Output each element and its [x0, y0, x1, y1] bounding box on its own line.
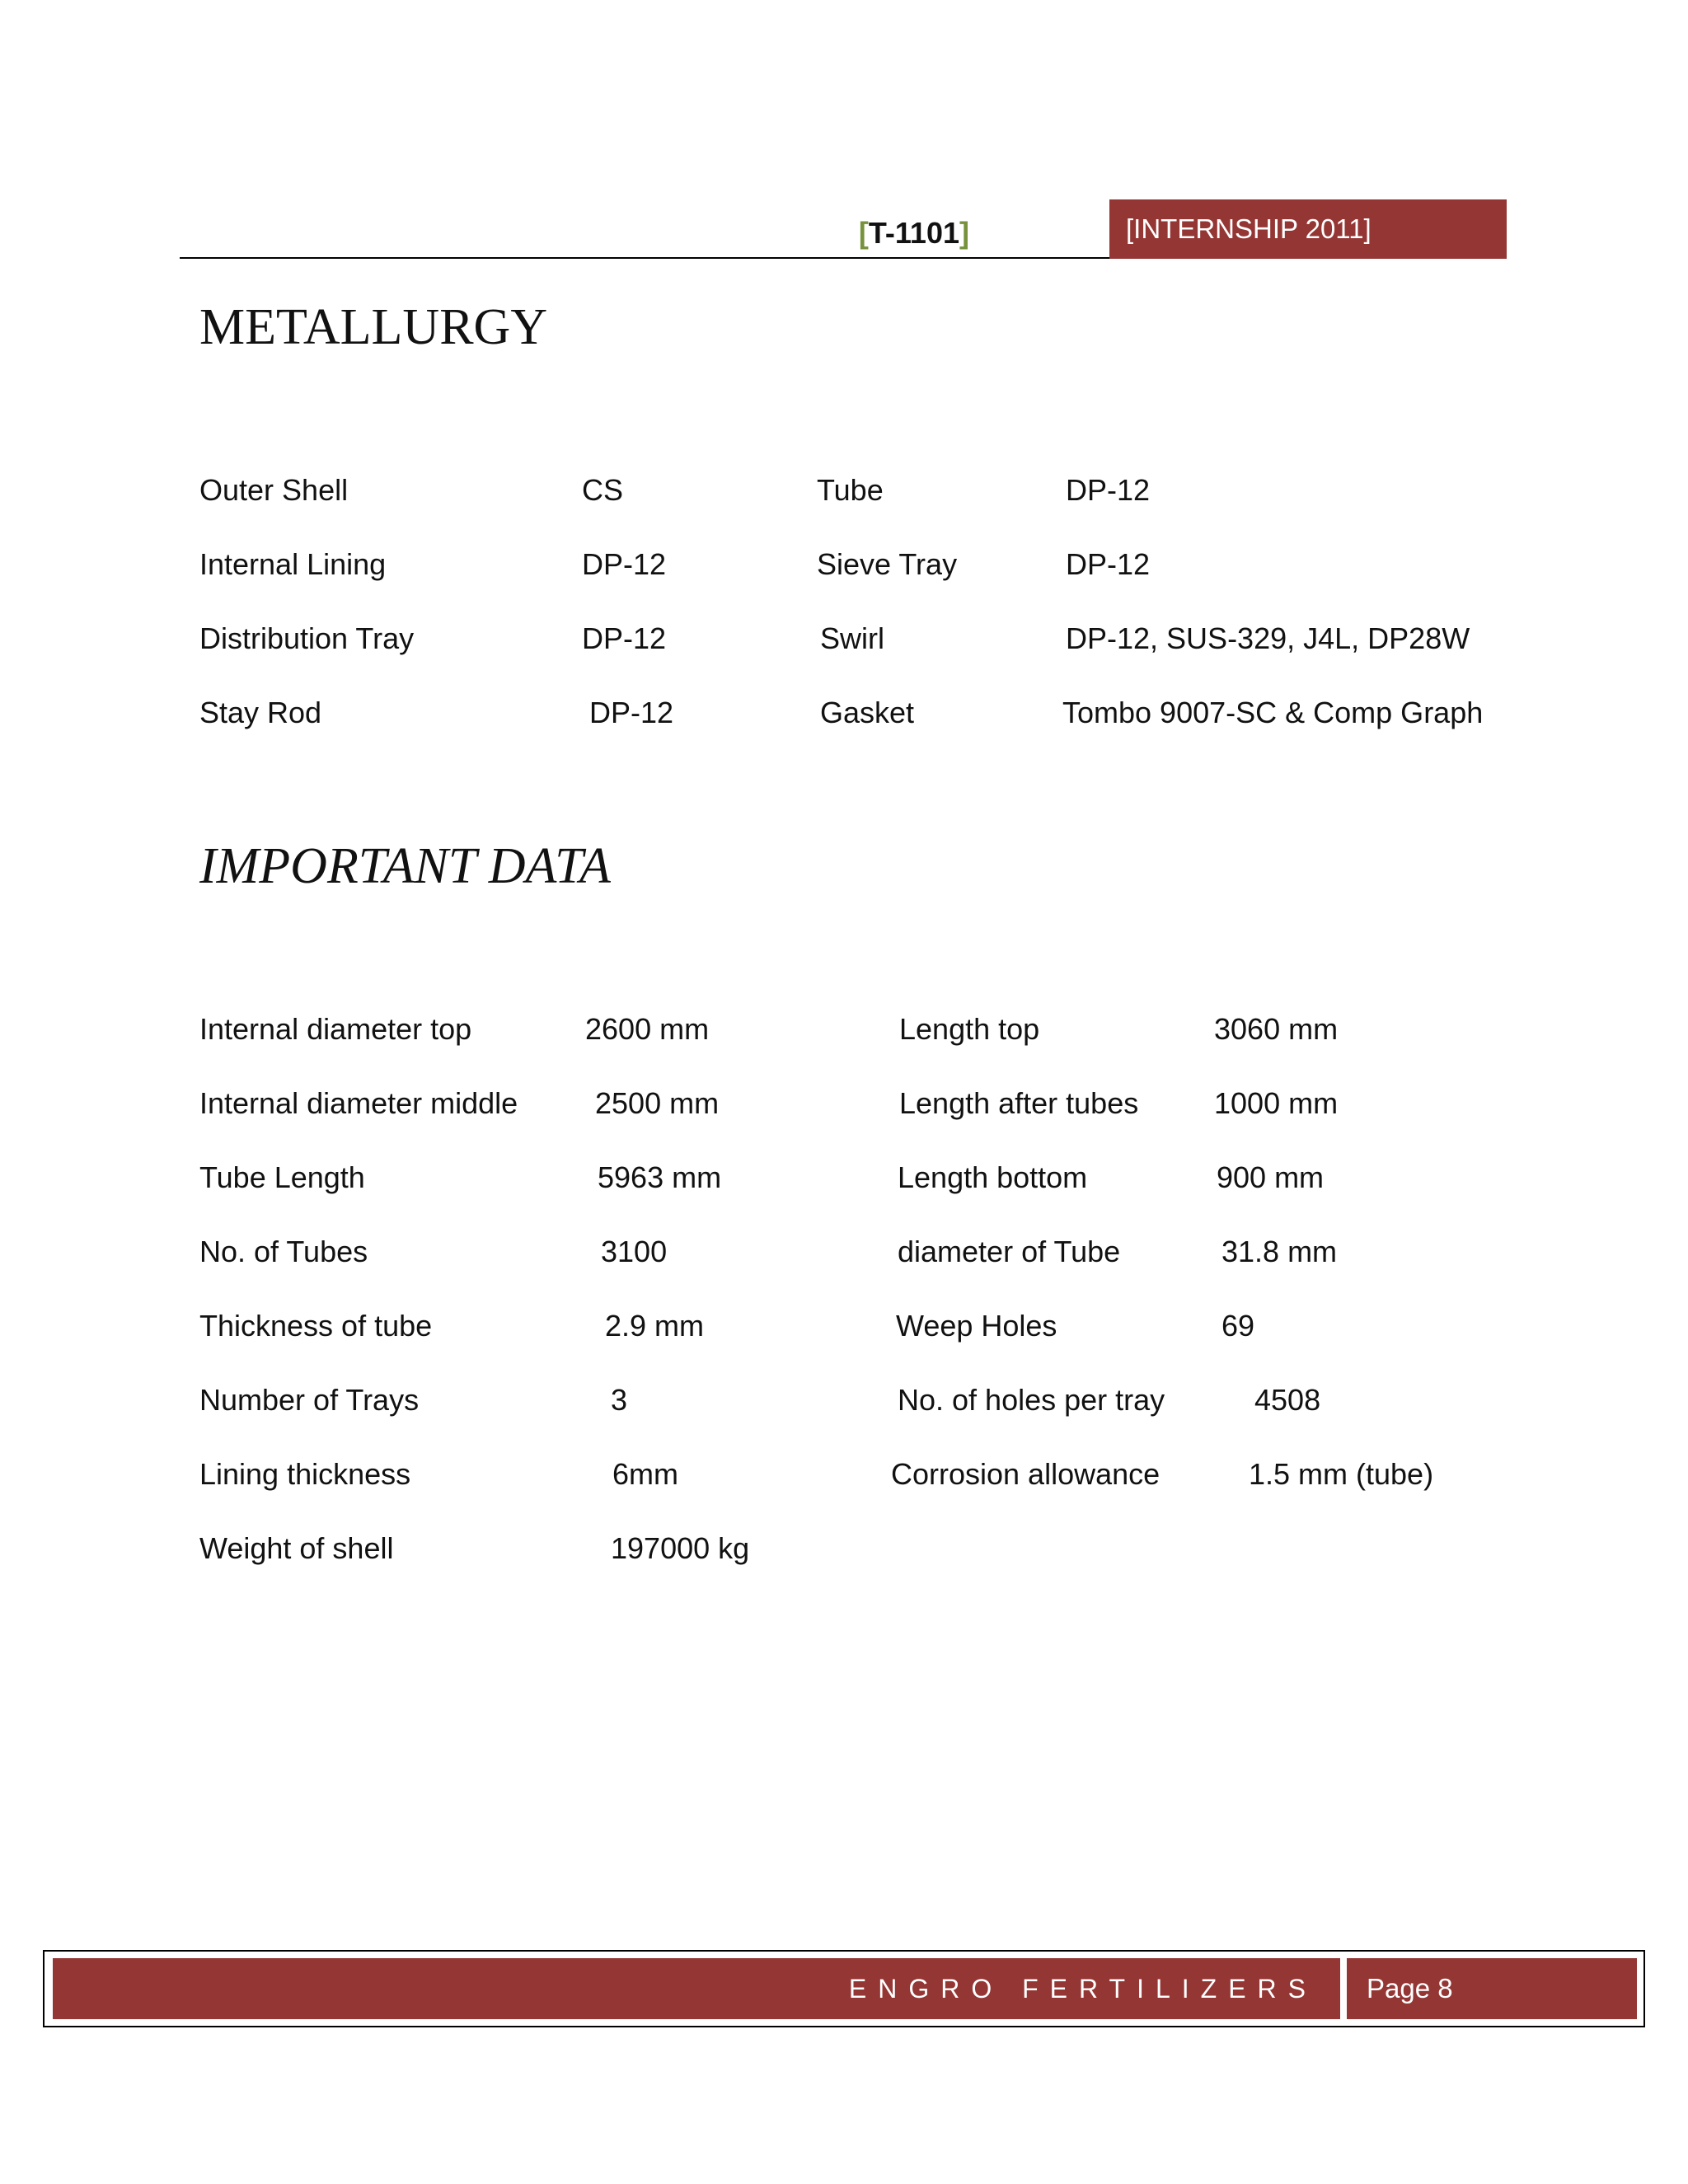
metallurgy-label: Internal Lining — [199, 547, 387, 581]
data-label: Corrosion allowance — [891, 1457, 1160, 1491]
data-value: 5963 mm — [598, 1160, 722, 1194]
data-value: 69 — [1221, 1309, 1255, 1343]
header-tag: [INTERNSHIP 2011] — [1109, 199, 1507, 259]
data-value: 197000 kg — [611, 1531, 750, 1565]
data-label: Weep Holes — [896, 1309, 1057, 1343]
data-label: Thickness of tube — [199, 1309, 433, 1343]
data-label: diameter of Tube — [898, 1235, 1121, 1268]
important-data-heading: IMPORTANT DATA — [199, 838, 611, 894]
metallurgy-label: Distribution Tray — [199, 621, 415, 655]
data-value: 3 — [611, 1383, 628, 1417]
metallurgy-label: Tube — [817, 473, 884, 507]
data-value: 6mm — [612, 1457, 678, 1491]
bracket-open: [ — [858, 216, 869, 250]
metallurgy-value: CS — [582, 473, 624, 507]
data-value: 3100 — [601, 1235, 668, 1268]
data-value: 4508 — [1254, 1383, 1321, 1417]
data-value: 1000 mm — [1214, 1086, 1339, 1120]
data-label: Internal diameter middle — [199, 1086, 518, 1120]
metallurgy-label: Outer Shell — [199, 473, 349, 507]
metallurgy-heading: METALLURGY — [199, 299, 548, 355]
data-label: Length top — [899, 1012, 1040, 1046]
data-value: 2.9 mm — [605, 1309, 705, 1343]
metallurgy-value: DP-12 — [1066, 473, 1151, 507]
metallurgy-value: DP-12 — [582, 621, 667, 655]
data-value: 2500 mm — [595, 1086, 720, 1120]
data-value: 2600 mm — [585, 1012, 710, 1046]
metallurgy-value: DP-12 — [1066, 547, 1151, 581]
document-code-text: T-1101 — [868, 216, 959, 250]
data-label: Internal diameter top — [199, 1012, 472, 1046]
data-label: Tube Length — [199, 1160, 365, 1194]
metallurgy-label: Gasket — [820, 696, 915, 729]
data-label: No. of holes per tray — [898, 1383, 1165, 1417]
footer-company: ENGRO FERTILIZERS — [53, 1958, 1340, 2019]
data-value: 900 mm — [1217, 1160, 1325, 1194]
document-code — [859, 208, 969, 259]
data-value: 1.5 mm (tube) — [1249, 1457, 1434, 1491]
data-label: Number of Trays — [199, 1383, 420, 1417]
metallurgy-value: Tombo 9007-SC & Comp Graph — [1062, 696, 1484, 729]
metallurgy-value: DP-12 — [582, 547, 667, 581]
data-label: No. of Tubes — [199, 1235, 368, 1268]
footer-page-number: Page 8 — [1347, 1958, 1637, 2019]
metallurgy-label: Sieve Tray — [817, 547, 958, 581]
data-value: 31.8 mm — [1221, 1235, 1338, 1268]
data-value: 3060 mm — [1214, 1012, 1339, 1046]
metallurgy-label: Stay Rod — [199, 696, 322, 729]
data-label: Lining thickness — [199, 1457, 411, 1491]
data-label: Length bottom — [898, 1160, 1088, 1194]
header-rule — [180, 257, 1109, 259]
bracket-close: ] — [959, 216, 969, 250]
data-label: Weight of shell — [199, 1531, 394, 1565]
metallurgy-label: Swirl — [820, 621, 884, 655]
data-label: Length after tubes — [899, 1086, 1139, 1120]
metallurgy-value: DP-12 — [589, 696, 674, 729]
metallurgy-value: DP-12, SUS-329, J4L, DP28W — [1066, 621, 1470, 655]
